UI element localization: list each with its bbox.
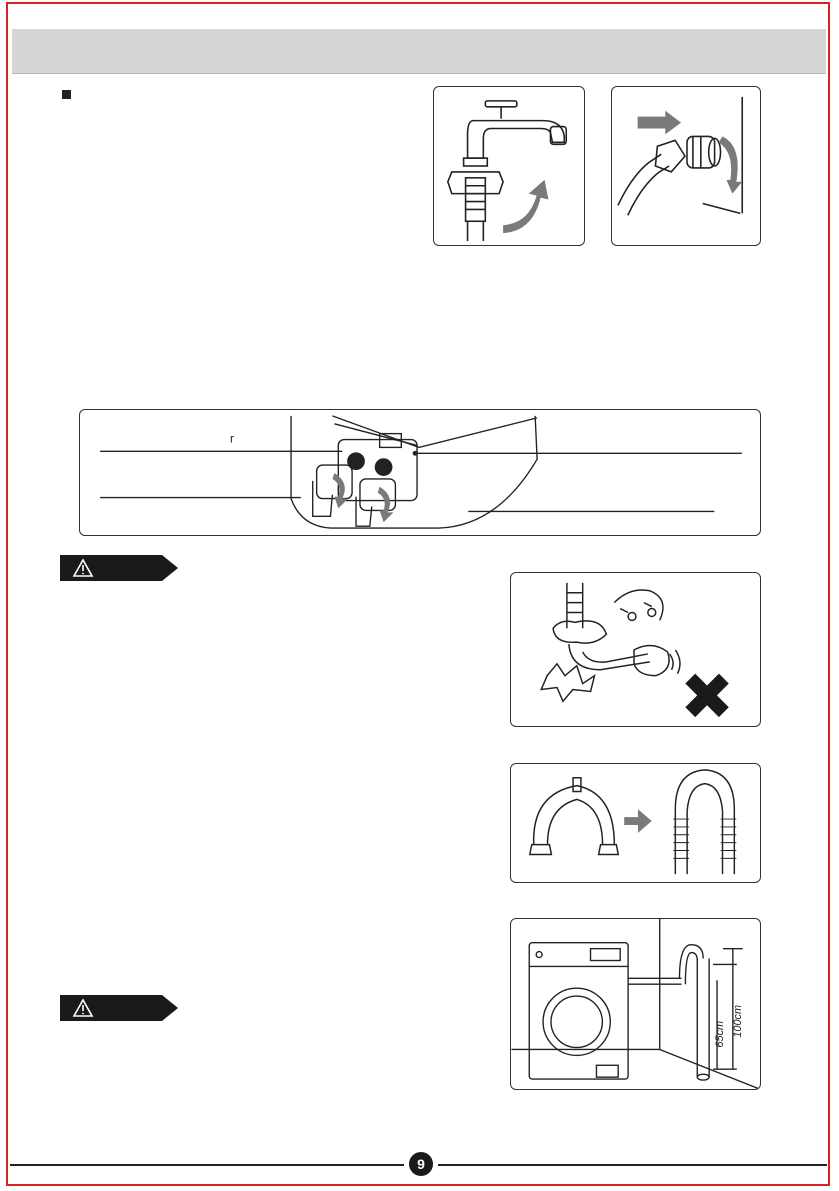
machine-back-svg <box>80 410 760 535</box>
hose-guide-illustration <box>510 763 761 883</box>
bullet-square <box>62 90 71 99</box>
warning-badge <box>60 555 180 581</box>
warning-badge <box>60 995 180 1021</box>
height-100cm-label: 100cm <box>731 1004 744 1038</box>
rotate-arrow-icon <box>332 473 348 508</box>
footer-rule-right <box>438 1164 827 1166</box>
kinked-hose-svg <box>511 573 760 726</box>
rotate-arrow-icon <box>503 180 548 233</box>
inlet-valve-hot <box>375 458 393 476</box>
section-header-bar <box>12 29 826 74</box>
page-number: 9 <box>409 1152 433 1176</box>
drain-height-svg <box>511 919 760 1089</box>
arrow-right-icon <box>638 111 681 135</box>
rotate-arrow-icon <box>378 487 394 522</box>
height-65cm-label: 65cm <box>713 1020 726 1048</box>
tap-connection-illustration <box>433 86 585 246</box>
footer-rule-left <box>10 1164 404 1166</box>
inlet-valve-illustration <box>79 409 761 536</box>
hose-machine-connection-illustration <box>611 86 761 246</box>
drain-height-illustration <box>510 918 761 1090</box>
arrow-right-icon <box>624 809 652 833</box>
rotate-arrow-icon <box>719 136 743 193</box>
cross-icon <box>685 674 728 717</box>
hose-valve-svg <box>612 87 760 245</box>
hose-guide-svg <box>511 764 760 882</box>
inlet-valve-cold <box>347 452 365 470</box>
hose-bend-warning-illustration <box>510 572 761 727</box>
connector-letter-label: r <box>230 431 234 446</box>
tap-hose-svg <box>434 87 584 245</box>
